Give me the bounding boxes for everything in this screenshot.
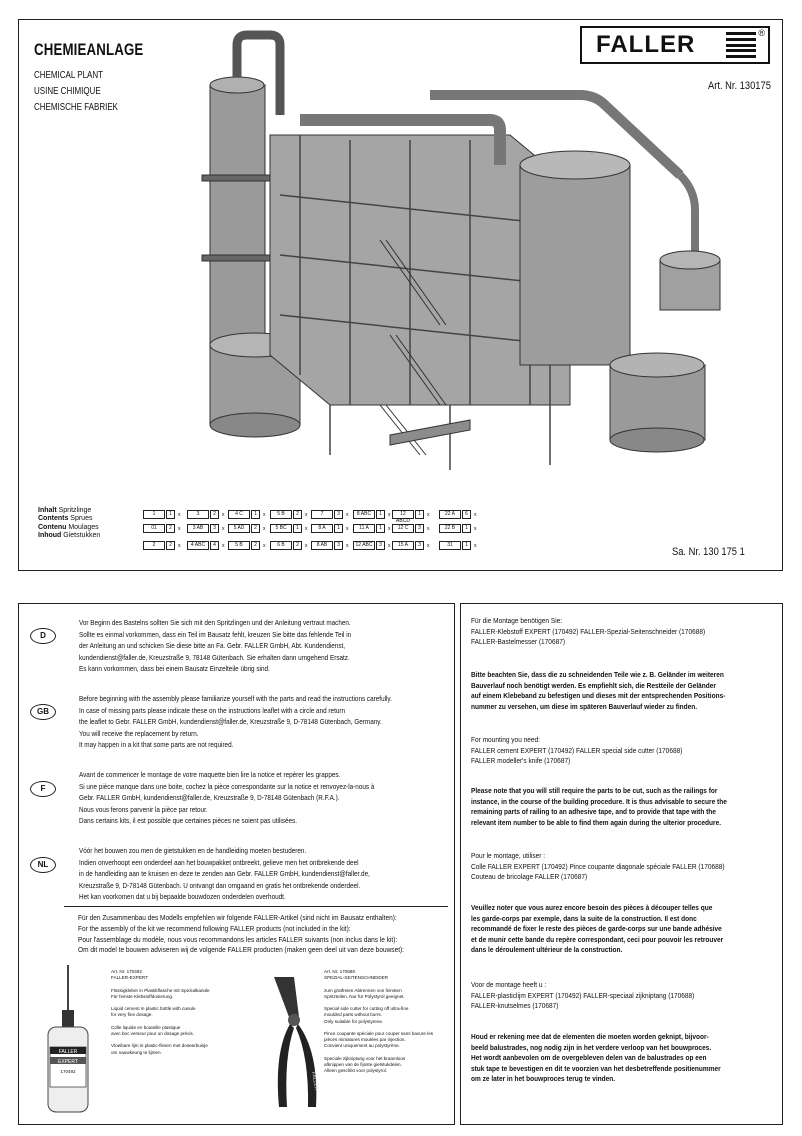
product-line: avec bec verseur pour un dosage précis. bbox=[111, 1031, 194, 1037]
sprue-label: 7 bbox=[311, 510, 333, 519]
times-sign: x bbox=[427, 511, 430, 518]
text-line: instance, in the course of the building procedure. It is thus advisable to secure the bbox=[471, 796, 727, 806]
text-line: FALLER-Klebstoff EXPERT (170492) FALLER-Spezial-Seitenschneider (170688) bbox=[471, 626, 706, 636]
product-line: for very fine dosage. bbox=[111, 1012, 153, 1018]
text-line: FALLER-knutselmes (170687) bbox=[471, 1001, 559, 1011]
side-cutter-image bbox=[254, 972, 334, 1112]
sprue-label: 1 bbox=[143, 510, 165, 519]
product-cutter-text bbox=[324, 969, 434, 1074]
tools-paragraph bbox=[471, 735, 791, 767]
sprue-count: 1 bbox=[376, 510, 385, 519]
times-sign: x bbox=[474, 511, 477, 518]
sprue-label: 2 bbox=[143, 541, 165, 550]
sprue-item bbox=[270, 541, 308, 550]
text-line: recommandé de fixer le reste des pièces de garde-corps sur une bande adhésive bbox=[471, 924, 722, 934]
sprue-item bbox=[228, 510, 266, 519]
sprue-label: 4 C bbox=[228, 510, 250, 519]
sprue-count: 1 bbox=[166, 510, 175, 519]
times-sign: x bbox=[346, 525, 349, 532]
product-line: Spritzteilen. Nur für Polystyrol geeignet. bbox=[324, 993, 405, 999]
product-line: pièces miniatures moulées par injection. bbox=[324, 1037, 406, 1043]
times-sign: x bbox=[427, 525, 430, 532]
lang-badge-f: F bbox=[30, 781, 56, 797]
sprue-item bbox=[187, 541, 225, 550]
sprue-count: 1 bbox=[293, 524, 302, 533]
times-sign: x bbox=[346, 542, 349, 549]
sprue-count: 2 bbox=[166, 541, 175, 550]
sprue-count: 2 bbox=[251, 524, 260, 533]
times-sign: x bbox=[305, 525, 308, 532]
text-line: FALLER-plasticlijm EXPERT (170492) FALLER-speciaal zijkniptang (170688) bbox=[471, 990, 695, 1000]
text-line: auf einem Klebeband zu befestigen und dieses mit der entsprechenden Positions- bbox=[471, 691, 726, 701]
sprue-label: 8 A bbox=[311, 524, 333, 533]
tools-paragraph bbox=[471, 980, 791, 1012]
times-sign: x bbox=[474, 542, 477, 549]
times-sign: x bbox=[346, 511, 349, 518]
product-glue-text bbox=[111, 969, 221, 1056]
sprue-count: 1 bbox=[462, 541, 471, 550]
text-line: Pour le montage, utiliser : bbox=[471, 851, 546, 860]
bottle-name: EXPERT bbox=[58, 1059, 78, 1065]
sprue-item bbox=[353, 524, 391, 533]
note-paragraph bbox=[471, 1032, 791, 1085]
brand-name: FALLER bbox=[596, 31, 696, 58]
sprue-count: 1 bbox=[251, 510, 260, 519]
times-sign: x bbox=[388, 542, 391, 549]
contents-row-nl: Inhoud Gietstukken bbox=[38, 532, 101, 540]
times-sign: x bbox=[263, 511, 266, 518]
sprue-label: 4 ABC bbox=[187, 541, 209, 550]
sprue-count: 1 bbox=[376, 524, 385, 533]
sprue-item bbox=[392, 541, 430, 550]
sprue-label: 3 AB bbox=[187, 524, 209, 533]
sprue-count: 3 bbox=[334, 541, 343, 550]
contents-row-en: Contents Sprues bbox=[38, 515, 93, 523]
times-sign: x bbox=[178, 525, 181, 532]
subtitle-nl: CHEMISCHE FABRIEK bbox=[34, 102, 119, 113]
text-line: nummer zu versehen, um diese im späteren Bauverlauf wieder zu finden. bbox=[471, 701, 698, 711]
product-line: Art. Nr. 170492 bbox=[111, 969, 142, 974]
times-sign: x bbox=[178, 511, 181, 518]
sprue-label: 31 bbox=[439, 541, 461, 550]
times-sign: x bbox=[263, 542, 266, 549]
text-line: dans le déroulement ultérieur de la construction. bbox=[471, 945, 623, 955]
sprue-label: 01 bbox=[143, 524, 165, 533]
sprue-item bbox=[311, 510, 349, 519]
sprue-count: 6 bbox=[462, 510, 471, 519]
cutter-brand: FALLER bbox=[310, 1071, 320, 1091]
chemical-plant-illustration bbox=[150, 25, 750, 495]
text-line: Please note that you will still require the parts to be cut, such as the railings for bbox=[471, 786, 718, 795]
product-line: Colle liquide en bouteille plastique bbox=[111, 1024, 181, 1030]
product-line: FALLER-EXPERT bbox=[111, 975, 148, 981]
times-sign: x bbox=[263, 525, 266, 532]
sprue-count: 3 bbox=[376, 541, 385, 550]
sprue-label: 22 B bbox=[439, 524, 461, 533]
sprue-item bbox=[143, 541, 181, 550]
sprue-label: 15 A bbox=[392, 541, 414, 550]
sprue-item bbox=[228, 524, 266, 533]
text-line: les garde-corps par exemple, dans la suite de la construction. Il est donc bbox=[471, 913, 697, 923]
sprue-label: 5 B bbox=[270, 510, 292, 519]
times-sign: x bbox=[178, 542, 181, 549]
sprue-item bbox=[439, 510, 477, 519]
lang-badge-gb: GB bbox=[30, 704, 56, 720]
sprue-item bbox=[187, 510, 225, 519]
para-gb: Before beginning with the assembly please familiarize yourself with the parts and read the instructions carefully. In case of missing parts please indicate these on the instructions leaflet with a circle and return the leaflet to Gebr. FALLER GmbH, kundendienst@faller.de, Kreuzstraße 9, D-78148 Gütenbach, Germany. You will receive the replacement by return. It may happen in a kit that some parts are not required. bbox=[79, 694, 392, 750]
product-line: SPEZIAL-SEITENSCHNEIDER bbox=[324, 975, 389, 981]
text-line: remaining parts of railing to an adhesive tape, and to provide that tape with the bbox=[471, 807, 716, 817]
text-line: FALLER modeller's knife (170687) bbox=[471, 756, 571, 766]
product-line: Convient uniquement au polystyrène. bbox=[324, 1043, 400, 1049]
sprue-item bbox=[311, 524, 349, 533]
product-line: om nauwkeurig te lijmen. bbox=[111, 1049, 162, 1055]
sprue-count: 1 bbox=[334, 524, 343, 533]
lang-badge-de: D bbox=[30, 628, 56, 644]
sprue-label: 3 bbox=[187, 510, 209, 519]
times-sign: x bbox=[388, 511, 391, 518]
sprue-label: 22 A bbox=[439, 510, 461, 519]
product-line: Art. Nr. 170688 bbox=[324, 969, 355, 974]
times-sign: x bbox=[222, 542, 225, 549]
sprue-label: 12 ABC bbox=[353, 541, 375, 550]
para-de: Vor Beginn des Bastelns sollten Sie sich mit den Spritzlingen und der Anleitung vertraut machen. Sollte es einmal vorkommen, dass ein Teil im Bausatz fehlt, kreuzen Sie bitte das fehlende Teil in der Anleitung an und schicken Sie diese bitte an Fa. Gebr. FALLER GmbH, Abt. Kundendienst, kundendienst@faller.de, Kreuzstraße 9, 78148 Gütenbach. Sie erhalten dann umgehend Ersatz. Es kann vorkommen, dass bei einem Bausatz Einzelteile übrig sind. bbox=[79, 618, 352, 674]
subtitle-en: CHEMICAL PLANT bbox=[34, 70, 104, 81]
registered-mark: ® bbox=[758, 28, 765, 38]
sprue-count: 1 bbox=[415, 510, 424, 519]
product-line: Alleen geschikt voor polystyrol. bbox=[324, 1068, 388, 1074]
text-line: FALLER-Bastelmesser (170687) bbox=[471, 637, 566, 647]
contents-row-fr: Contenu Moulages bbox=[38, 523, 99, 531]
product-line: Pince coupante spéciale pour couper sans bavure les bbox=[324, 1031, 434, 1037]
text-line: Veuillez noter que vous aurez encore besoin des pièces à découper telles que bbox=[471, 903, 713, 912]
times-sign: x bbox=[222, 511, 225, 518]
sprue-count: 2 bbox=[210, 510, 219, 519]
sprue-item bbox=[228, 541, 266, 550]
sprue-count: 2 bbox=[166, 524, 175, 533]
text-line: Voor de montage heeft u : bbox=[471, 980, 547, 989]
bottle-brand: FALLER bbox=[58, 1049, 78, 1055]
bottle-nr: 170492 bbox=[60, 1069, 76, 1074]
text-line: Colle FALLER EXPERT (170492) Pince coupante diagonale spéciale FALLER (170688) bbox=[471, 861, 725, 871]
sprue-item bbox=[392, 524, 430, 533]
sprue-label: 6 B bbox=[270, 541, 292, 550]
product-line: Liquid cement in plastic bottle with canule bbox=[111, 1006, 196, 1012]
recommend-text: Für den Zusammenbau des Modells empfehlen wir folgende FALLER-Artikel (sind nicht im Bausatz enthalten): For the assembly of the kit we recommend following FALLER products (not included in the kit): Pour l'assemblage du modèle, nous vous recommandons les articles FALLER suivants (non inclus dans le kit): Om dit model te bouwen adviseren wij de volgende FALLER producten (maken geen deel uit van deze bouwset): bbox=[78, 913, 405, 955]
times-sign: x bbox=[222, 525, 225, 532]
sprue-count: 2 bbox=[293, 541, 302, 550]
sprue-item bbox=[143, 510, 181, 519]
product-line: Special side cutter for cutting off ultra-fine bbox=[324, 1006, 409, 1012]
times-sign: x bbox=[474, 525, 477, 532]
sprue-count: 3 bbox=[415, 541, 424, 550]
sprue-count: 3 bbox=[334, 510, 343, 519]
text-line: Für die Montage benötigen Sie: bbox=[471, 616, 563, 625]
text-line: Bauverlauf noch benötigt werden. Es empfiehlt sich, die Restteile der Geländer bbox=[471, 680, 716, 690]
sprue-item bbox=[439, 524, 477, 533]
product-line: Flüssigkleber in Plastikflasche mit Spezialkanüle bbox=[111, 987, 210, 993]
text-line: Couteau de bricolage FALLER (170687) bbox=[471, 872, 588, 882]
tools-paragraph bbox=[471, 616, 791, 648]
product-line: Für feinste Klebstoffdosierung. bbox=[111, 993, 174, 999]
times-sign: x bbox=[305, 511, 308, 518]
text-line: Houd er rekening mee dat de elementen die moeten worden geknipt, bijvoor- bbox=[471, 1032, 709, 1041]
sprue-count: 1 bbox=[462, 524, 471, 533]
sprue-label: 5 B bbox=[228, 541, 250, 550]
sprue-label: 8 ABC bbox=[353, 510, 375, 519]
sprue-label: 5 BC bbox=[270, 524, 292, 533]
divider bbox=[64, 906, 448, 907]
times-sign: x bbox=[388, 525, 391, 532]
sprue-count: 3 bbox=[415, 524, 424, 533]
sprue-label: 5 AD bbox=[228, 524, 250, 533]
sa-number: Sa. Nr. 130 175 1 bbox=[672, 546, 745, 558]
para-nl: Vóór het bouwen zou men de gietstukken en de handleiding moeten bestuderen. Indien onverhoopt een onderdeel aan het bouwpakket ontbreekt, gelieve men het ontbrekende deel in de handleiding aan te kruisen en deze te zenden aan Gebr. FALLER GmbH, kundendienst@faller.de, Kreuzstraße 9, D-78148 Gütenbach. U ontvangt dan omgaand en gratis het ontbrekende onderdeel. Het kan voorkomen dat u bij bepaalde bouwdozen onderdelen overhoudt. bbox=[79, 846, 370, 902]
sprue-item bbox=[270, 524, 308, 533]
sprue-item bbox=[353, 510, 391, 519]
text-line: stuk tape te bevestigen en dit te voorzien van het desbetreffende positienummer bbox=[471, 1063, 721, 1073]
sprue-item bbox=[439, 541, 477, 550]
tools-paragraph bbox=[471, 851, 791, 883]
lang-badge-nl: NL bbox=[30, 857, 56, 873]
sprue-item bbox=[311, 541, 349, 550]
product-line: Vloeibare lijm in plastic-flesen met doseerbuisje bbox=[111, 1043, 208, 1049]
sprue-item bbox=[143, 524, 181, 533]
product-line: Only suitable for polystyrene. bbox=[324, 1018, 384, 1024]
text-line: om ze later in het bouwproces terug te vinden. bbox=[471, 1074, 616, 1084]
sprue-item bbox=[187, 524, 225, 533]
note-paragraph bbox=[471, 786, 791, 828]
note-paragraph bbox=[471, 670, 791, 712]
sprue-label: 12 ABCD bbox=[392, 510, 414, 519]
text-line: FALLER cement EXPERT (170492) FALLER special side cutter (170688) bbox=[471, 745, 683, 755]
sprue-count: 2 bbox=[293, 510, 302, 519]
sprue-count: 3 bbox=[210, 524, 219, 533]
text-line: For mounting you need: bbox=[471, 735, 540, 744]
product-line: Speciale zijkniptang voor het braamloos bbox=[324, 1055, 406, 1061]
times-sign: x bbox=[305, 542, 308, 549]
page-title: CHEMIEANLAGE bbox=[34, 40, 144, 59]
sprue-label: 8 AB bbox=[311, 541, 333, 550]
sprue-label: 11 A bbox=[353, 524, 375, 533]
product-line: afknippen van de fijnste gietstukdelen. bbox=[324, 1062, 402, 1068]
sprue-count: 4 bbox=[210, 541, 219, 550]
text-line: et de munir cette bande du repère correspondant, ceci pour pouvoir les retrouver bbox=[471, 934, 724, 944]
subtitle-fr: USINE CHIMIQUE bbox=[34, 86, 101, 97]
text-line: relevant item number to be able to find them again during the ulterior procedure. bbox=[471, 817, 722, 827]
para-fr: Avant de commencer le montage de votre maquette bien lire la notice et repérer les grappes. Si une pièce manque dans une boite, cochez la pièce correspondante sur la notice et renvoyez-la-nous à Gebr. FALLER GmbH, kundendienst@faller.de, Kreuzstraße 9, D-78148 Gütenbach (R.F.A.). Nous vous ferons parvenir la pièce par retour. Dans certains kits, il est possible que certaines pièces ne soient pas utilisées. bbox=[79, 770, 375, 826]
sprue-item bbox=[353, 541, 391, 550]
glue-bottle-image bbox=[38, 965, 98, 1115]
sprue-item bbox=[392, 510, 430, 524]
sprue-item bbox=[270, 510, 308, 519]
product-line: moulded parts without burrs. bbox=[324, 1012, 382, 1018]
article-number: Art. Nr. 130175 bbox=[708, 80, 771, 92]
note-paragraph bbox=[471, 903, 791, 956]
contents-legend bbox=[38, 507, 100, 541]
times-sign: x bbox=[427, 542, 430, 549]
sprue-count: 2 bbox=[251, 541, 260, 550]
text-line: beeld balustrades, nog nodig zijn in het verdere verloop van het bouwproces. bbox=[471, 1042, 712, 1052]
product-line: zum gratfreien Abtrennen von feinsten bbox=[324, 987, 402, 993]
contents-row-de: Inhalt Spritzlinge bbox=[38, 507, 92, 514]
text-line: Het wordt aanbevolen om de overgebleven delen van de balustrades op een bbox=[471, 1053, 707, 1063]
sprue-label: 12 C bbox=[392, 524, 414, 533]
text-line: Bitte beachten Sie, dass die zu schneidenden Teile wie z. B. Geländer im weiteren bbox=[471, 670, 724, 679]
